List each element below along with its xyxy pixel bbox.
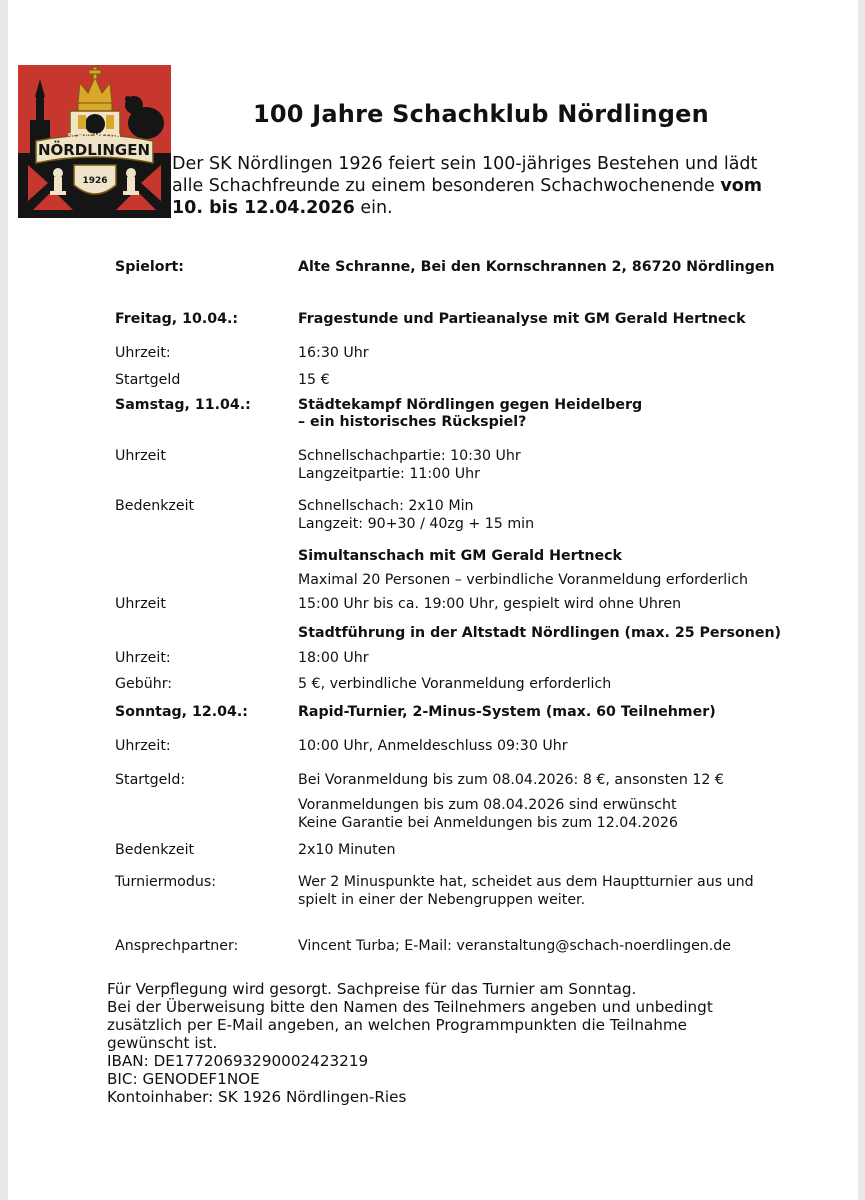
footer-line-ueberweisung: Bei der Überweisung bitte den Namen des Teilnehmers angeben und unbedingt — [107, 998, 713, 1016]
sonntag-uhrzeit-value: 10:00 Uhr, Anmeldeschluss 09:30 Uhr — [298, 738, 568, 754]
logo-club-name: NÖRDLINGEN — [37, 141, 151, 159]
logo-year: 1926 — [82, 176, 108, 186]
footer-bic: BIC: GENODEF1NOE — [107, 1070, 260, 1088]
sonntag-event: Rapid-Turnier, 2-Minus-System (max. 60 Teilnehmer) — [298, 704, 716, 720]
footer-notes — [107, 980, 787, 1106]
simultan-title: Simultanschach mit GM Gerald Hertneck — [298, 548, 622, 564]
stadt-uhrzeit-label: Uhrzeit: — [115, 650, 171, 666]
samstag-uhrzeit-label: Uhrzeit — [115, 448, 166, 464]
spielort-label: Spielort: — [115, 259, 184, 275]
stadt-gebuehr-label: Gebühr: — [115, 676, 173, 692]
logo-club-top: SCHACHKLUB — [67, 132, 121, 140]
samstag-uhrzeit-line1: Schnellschachpartie: 10:30 Uhr — [298, 448, 521, 464]
footer-line-verpflegung: Für Verpflegung wird gesorgt. Sachpreise für das Turnier am Sonntag. — [107, 980, 637, 998]
footer-line-teilnahme: gewünscht ist. — [107, 1034, 218, 1052]
sonntag-label: Sonntag, 12.04.: — [115, 704, 248, 720]
sonntag-voranmeldung-line1: Voranmeldungen bis zum 08.04.2026 sind erwünscht — [298, 797, 677, 813]
stadt-uhrzeit-value: 18:00 Uhr — [298, 650, 369, 666]
sonntag-voranmeldung-line2: Keine Garantie bei Anmeldungen bis zum 12.04.2026 — [298, 815, 678, 831]
stadt-gebuehr-value: 5 €, verbindliche Voranmeldung erforderlich — [298, 676, 612, 692]
freitag-label: Freitag, 10.04.: — [115, 311, 239, 327]
sonntag-startgeld-label: Startgeld: — [115, 772, 186, 788]
intro-end: ein. — [354, 198, 393, 218]
footer-kontoinhaber: Kontoinhaber: SK 1926 Nördlingen-Ries — [107, 1088, 407, 1106]
freitag-uhrzeit-label: Uhrzeit: — [115, 345, 171, 361]
page-title: 100 Jahre Schachklub Nördlingen — [253, 100, 709, 128]
samstag-event-line2: – ein historisches Rückspiel? — [298, 414, 527, 430]
sonntag-bedenkzeit-value: 2x10 Minuten — [298, 842, 396, 858]
sonntag-uhrzeit-label: Uhrzeit: — [115, 738, 171, 754]
freitag-event: Fragestunde und Partieanalyse mit GM Gerald Hertneck — [298, 311, 746, 327]
samstag-label: Samstag, 11.04.: — [115, 397, 251, 413]
simultan-note: Maximal 20 Personen – verbindliche Voranmeldung erforderlich — [298, 572, 748, 588]
ansprech-label: Ansprechpartner: — [115, 938, 239, 954]
simultan-uhrzeit-label: Uhrzeit — [115, 596, 166, 612]
intro-text: Der SK Nördlingen 1926 feiert sein 100-jähriges Bestehen und lädt alle Schachfreunde zu einem besonderen Schachwochenende — [172, 154, 758, 196]
stadt-title: Stadtführung in der Altstadt Nördlingen (max. 25 Personen) — [298, 625, 782, 641]
spielort-value: Alte Schranne, Bei den Kornschrannen 2, 86720 Nördlingen — [298, 259, 775, 275]
samstag-bedenkzeit-line1: Schnellschach: 2x10 Min — [298, 498, 474, 514]
turniermodus-label: Turniermodus: — [115, 874, 217, 890]
intro-paragraph — [172, 153, 772, 219]
freitag-uhrzeit-value: 16:30 Uhr — [298, 345, 369, 361]
freitag-startgeld-label: Startgeld — [115, 372, 181, 388]
footer-line-email: zusätzlich per E-Mail angeben, an welchen Programmpunkten die Teilnahme — [107, 1016, 688, 1034]
samstag-event-line1: Städtekampf Nördlingen gegen Heidelberg — [298, 397, 643, 413]
sonntag-bedenkzeit-label: Bedenkzeit — [115, 842, 195, 858]
turniermodus-line2: spielt in einer der Nebengruppen weiter. — [298, 892, 586, 908]
ansprech-value: Vincent Turba; E-Mail: veranstaltung@schach-noerdlingen.de — [298, 938, 732, 954]
club-logo — [18, 65, 171, 218]
freitag-startgeld-value: 15 € — [298, 372, 330, 388]
samstag-bedenkzeit-line2: Langzeit: 90+30 / 40zg + 15 min — [298, 516, 535, 532]
simultan-uhrzeit-value: 15:00 Uhr bis ca. 19:00 Uhr, gespielt wird ohne Uhren — [298, 596, 682, 612]
turniermodus-line1: Wer 2 Minuspunkte hat, scheidet aus dem Hauptturnier aus und — [298, 874, 754, 890]
samstag-bedenkzeit-label: Bedenkzeit — [115, 498, 195, 514]
samstag-uhrzeit-line2: Langzeitpartie: 11:00 Uhr — [298, 466, 480, 482]
footer-iban: IBAN: DE17720693290002423219 — [107, 1052, 369, 1070]
sonntag-startgeld-value: Bei Voranmeldung bis zum 08.04.2026: 8 €, ansonsten 12 € — [298, 772, 724, 788]
intro-dates: vom 10. bis 12.04.2026 — [172, 176, 763, 218]
